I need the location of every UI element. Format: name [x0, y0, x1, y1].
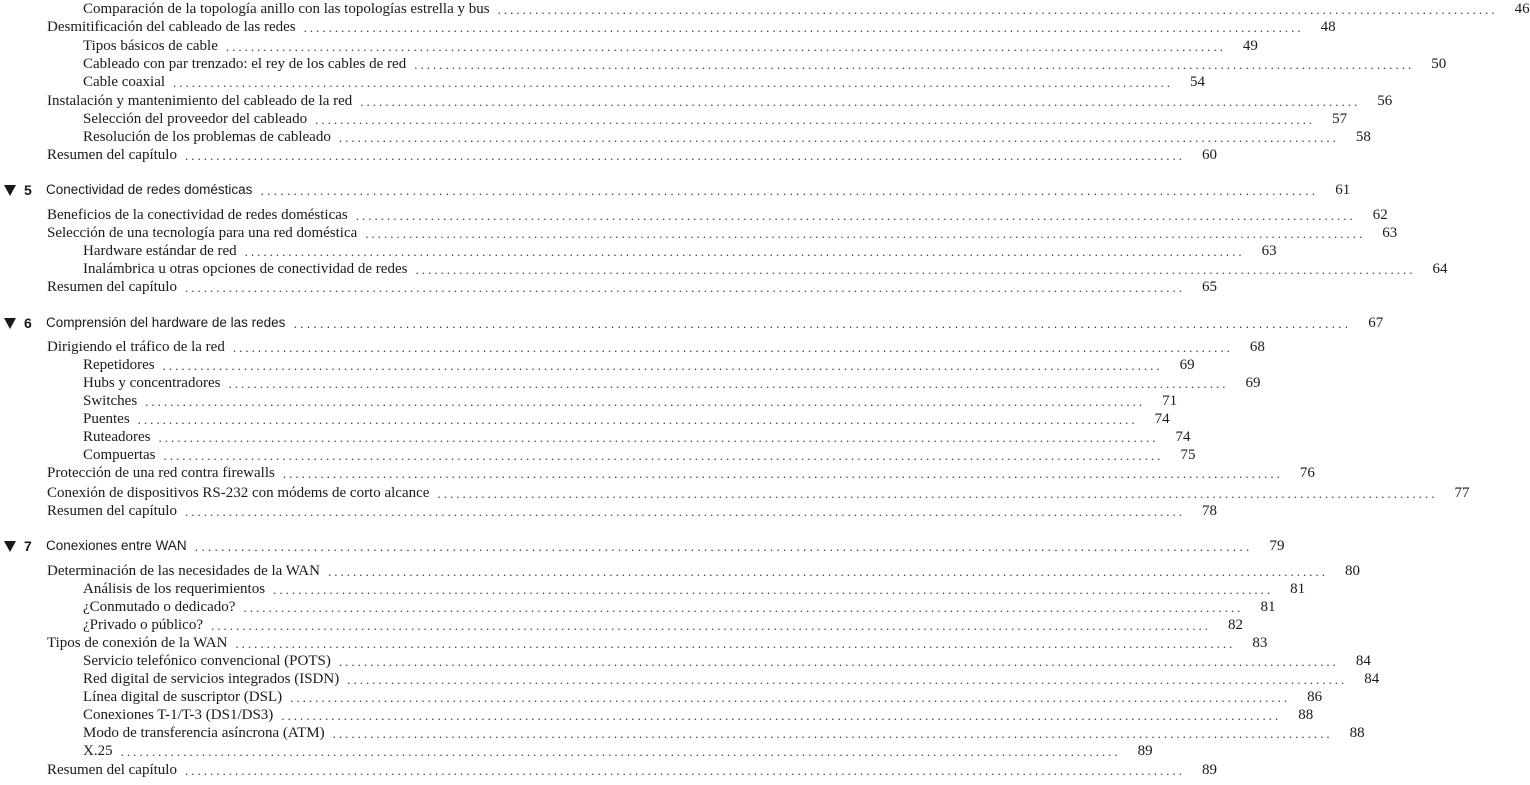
- page-number: 62: [1372, 207, 1388, 223]
- toc-entry-title: Compuertas: [83, 447, 156, 463]
- chapter-title: Conectividad de redes domésticas: [46, 182, 253, 197]
- toc-entry: [47, 206, 1388, 224]
- dot-leader: ................................................................................................................................................................: [415, 262, 1416, 277]
- toc-entry-title: Inalámbrica u otras opciones de conectividad de redes: [83, 261, 408, 277]
- dot-leader: ................................................................................................................................................................: [290, 690, 1291, 705]
- dot-leader: ................................................................................................................................................................: [437, 486, 1438, 501]
- toc-entry: [83, 392, 1178, 410]
- page-number: 74: [1175, 429, 1191, 445]
- dot-leader: ................................................................................................................................................................: [158, 430, 1159, 445]
- dot-leader: ................................................................................................................................................................: [281, 708, 1282, 723]
- toc-entry: [83, 242, 1277, 260]
- toc-entry-title: Hubs y concentradores: [83, 375, 221, 391]
- page-number: 48: [1320, 19, 1336, 35]
- toc-entry-title: Conexión de dispositivos RS-232 con módems de corto alcance: [47, 485, 430, 501]
- toc-entry-title: Resumen del capítulo: [47, 762, 177, 778]
- dot-leader: ................................................................................................................................................................: [210, 618, 1211, 633]
- page-number: 79: [1269, 538, 1285, 554]
- toc-entry-title: Análisis de los requerimientos: [83, 581, 266, 597]
- toc-entry: [83, 688, 1323, 706]
- dot-leader: ................................................................................................................................................................: [360, 94, 1361, 109]
- toc-entry-title: Selección del proveedor del cableado: [83, 111, 308, 127]
- dot-leader: ................................................................................................................................................................: [497, 2, 1498, 17]
- toc-entry: [83, 374, 1261, 392]
- dot-leader: ................................................................................................................................................................: [184, 280, 1185, 295]
- toc-entry: [47, 634, 1268, 652]
- toc-entry-title: Resolución de los problemas de cableado: [83, 129, 331, 145]
- toc-entry: [47, 464, 1315, 482]
- page-number: 65: [1201, 279, 1217, 295]
- toc-entry: [83, 428, 1191, 446]
- toc-entry: [83, 724, 1365, 742]
- toc-entry: [83, 616, 1243, 634]
- toc-entry-title: Cable coaxial: [83, 74, 166, 90]
- toc-entry: [47, 338, 1265, 356]
- toc-entry-title: Selección de una tecnología para una red doméstica: [47, 225, 358, 241]
- toc-chapter-heading: [4, 537, 1285, 555]
- chapter-number: 7: [24, 538, 32, 554]
- toc-entry-title: X.25: [83, 743, 113, 759]
- toc-entry-title: Ruteadores: [83, 429, 151, 445]
- toc-entry: [83, 55, 1447, 73]
- toc-entry: [83, 110, 1348, 128]
- toc-entry: [47, 562, 1360, 580]
- page-number: 69: [1179, 357, 1195, 373]
- page-number: 78: [1201, 503, 1217, 519]
- toc-entry: [47, 484, 1470, 502]
- toc-entry: [83, 73, 1206, 91]
- dot-leader: ................................................................................................................................................................: [332, 726, 1333, 741]
- page-number: 84: [1355, 653, 1371, 669]
- toc-entry: [83, 410, 1170, 428]
- page-number: 88: [1298, 707, 1314, 723]
- toc-entry-title: Modo de transferencia asíncrona (ATM): [83, 725, 325, 741]
- toc-entry-title: Resumen del capítulo: [47, 279, 177, 295]
- toc-entry-title: Red digital de servicios integrados (ISDN): [83, 671, 340, 687]
- page-number: 76: [1299, 465, 1315, 481]
- dot-leader: ................................................................................................................................................................: [194, 539, 1253, 554]
- toc-entry-title: Puentes: [83, 411, 130, 427]
- toc-entry: [83, 670, 1380, 688]
- toc-entry-title: Tipos básicos de cable: [83, 38, 218, 54]
- toc-entry-title: [4, 181, 252, 199]
- dot-leader: ................................................................................................................................................................: [327, 564, 1328, 579]
- toc-entry: [47, 18, 1336, 36]
- page-number: 75: [1180, 447, 1196, 463]
- toc-entry: [83, 260, 1448, 278]
- page-number: 82: [1227, 617, 1243, 633]
- dot-leader: ................................................................................................................................................................: [184, 148, 1185, 163]
- toc-entry-title: Resumen del capítulo: [47, 147, 177, 163]
- toc-entry: [47, 278, 1217, 296]
- toc-chapter-heading: [4, 314, 1384, 332]
- chapter-title: Comprensión del hardware de las redes: [46, 315, 286, 330]
- toc-entry: [83, 580, 1306, 598]
- toc-entry: [83, 652, 1371, 670]
- page-number: 67: [1368, 315, 1384, 331]
- toc-entry-title: Hardware estándar de red: [83, 243, 237, 259]
- toc-entry: [83, 37, 1258, 55]
- toc-entry: [83, 0, 1530, 18]
- toc-chapter-heading: [4, 181, 1351, 199]
- dot-leader: ................................................................................................................................................................: [338, 130, 1339, 145]
- dot-leader: ................................................................................................................................................................: [235, 636, 1236, 651]
- dot-leader: ................................................................................................................................................................: [232, 340, 1233, 355]
- triangle-down-icon: [4, 541, 16, 552]
- page-number: 63: [1261, 243, 1277, 259]
- toc-entry: [47, 146, 1217, 164]
- dot-leader: ................................................................................................................................................................: [173, 75, 1174, 90]
- page-number: 64: [1432, 261, 1448, 277]
- toc-entry: [83, 128, 1371, 146]
- toc-entry-title: Resumen del capítulo: [47, 503, 177, 519]
- toc-entry-title: Conexiones T-1/T-3 (DS1/DS3): [83, 707, 274, 723]
- toc-entry: [83, 356, 1195, 374]
- page-number: 61: [1335, 182, 1351, 198]
- dot-leader: ................................................................................................................................................................: [184, 763, 1185, 778]
- page-number: 88: [1349, 725, 1365, 741]
- toc-entry-title: ¿Privado o público?: [83, 617, 203, 633]
- page-number: 74: [1154, 411, 1170, 427]
- triangle-down-icon: [4, 318, 16, 329]
- toc-entry-title: Protección de una red contra firewalls: [47, 465, 275, 481]
- page-number: 81: [1290, 581, 1306, 597]
- toc-entry-title: ¿Conmutado o dedicado?: [83, 599, 236, 615]
- page-number: 77: [1454, 485, 1470, 501]
- toc-entry: [83, 742, 1153, 760]
- dot-leader: ................................................................................................................................................................: [414, 57, 1415, 72]
- chapter-number: 5: [24, 182, 32, 198]
- toc-entry: [83, 706, 1314, 724]
- toc-entry-title: Tipos de conexión de la WAN: [47, 635, 228, 651]
- toc-entry: [47, 502, 1217, 520]
- toc-entry-title: Desmitificación del cableado de las redes: [47, 19, 296, 35]
- dot-leader: ................................................................................................................................................................: [225, 39, 1226, 54]
- page-number: 57: [1332, 111, 1348, 127]
- toc-entry-title: Repetidores: [83, 357, 155, 373]
- dot-leader: ................................................................................................................................................................: [244, 244, 1245, 259]
- dot-leader: ................................................................................................................................................................: [303, 20, 1304, 35]
- dot-leader: ................................................................................................................................................................: [338, 654, 1339, 669]
- dot-leader: ................................................................................................................................................................: [228, 376, 1229, 391]
- page-number: 84: [1364, 671, 1380, 687]
- toc-entry-title: Línea digital de suscriptor (DSL): [83, 689, 283, 705]
- page-number: 50: [1431, 56, 1447, 72]
- toc-entry: [47, 761, 1217, 779]
- toc-entry-title: Dirigiendo el tráfico de la red: [47, 339, 225, 355]
- page-number: 68: [1249, 339, 1265, 355]
- toc-entry: [83, 598, 1276, 616]
- dot-leader: ................................................................................................................................................................: [137, 412, 1138, 427]
- page-number: 60: [1201, 147, 1217, 163]
- dot-leader: ................................................................................................................................................................: [347, 672, 1348, 687]
- page-number: 81: [1260, 599, 1276, 615]
- dot-leader: ................................................................................................................................................................: [355, 208, 1356, 223]
- page-number: 86: [1307, 689, 1323, 705]
- dot-leader: ................................................................................................................................................................: [315, 112, 1316, 127]
- page-number: 58: [1355, 129, 1371, 145]
- toc-entry-title: Servicio telefónico convencional (POTS): [83, 653, 331, 669]
- page-number: 83: [1252, 635, 1268, 651]
- page-number: 56: [1377, 93, 1393, 109]
- dot-leader: ................................................................................................................................................................: [365, 226, 1366, 241]
- toc-entry-title: [4, 314, 285, 332]
- dot-leader: ................................................................................................................................................................: [163, 448, 1164, 463]
- chapter-title: Conexiones entre WAN: [46, 538, 187, 553]
- triangle-down-icon: [4, 185, 16, 196]
- toc-entry: [47, 92, 1393, 110]
- page-number: 54: [1190, 74, 1206, 90]
- page-number: 49: [1242, 38, 1258, 54]
- dot-leader: ................................................................................................................................................................: [184, 504, 1185, 519]
- dot-leader: ................................................................................................................................................................: [162, 358, 1163, 373]
- toc-entry-title: [4, 537, 187, 555]
- dot-leader: ................................................................................................................................................................: [243, 600, 1244, 615]
- dot-leader: ................................................................................................................................................................: [293, 316, 1352, 331]
- dot-leader: ................................................................................................................................................................: [282, 466, 1283, 481]
- page-number: 89: [1201, 762, 1217, 778]
- toc-entry-title: Cableado con par trenzado: el rey de los cables de red: [83, 56, 407, 72]
- page-number: 71: [1162, 393, 1178, 409]
- chapter-number: 6: [24, 315, 32, 331]
- toc-entry-title: Determinación de las necesidades de la WAN: [47, 563, 320, 579]
- page-number: 80: [1344, 563, 1360, 579]
- toc-entry: [47, 224, 1398, 242]
- dot-leader: ................................................................................................................................................................: [145, 394, 1146, 409]
- dot-leader: ................................................................................................................................................................: [273, 582, 1274, 597]
- toc-entry-title: Instalación y mantenimiento del cableado de la red: [47, 93, 353, 109]
- toc-entry-title: Switches: [83, 393, 138, 409]
- toc-entry-title: Beneficios de la conectividad de redes domésticas: [47, 207, 348, 223]
- toc-entry-title: Comparación de la topología anillo con las topologías estrella y bus: [83, 1, 490, 17]
- dot-leader: ................................................................................................................................................................: [120, 744, 1121, 759]
- page-number: 63: [1382, 225, 1398, 241]
- page-number: 69: [1245, 375, 1261, 391]
- toc-entry: [83, 446, 1196, 464]
- dot-leader: ................................................................................................................................................................: [260, 183, 1319, 198]
- page-number: 46: [1514, 1, 1530, 17]
- page-number: 89: [1137, 743, 1153, 759]
